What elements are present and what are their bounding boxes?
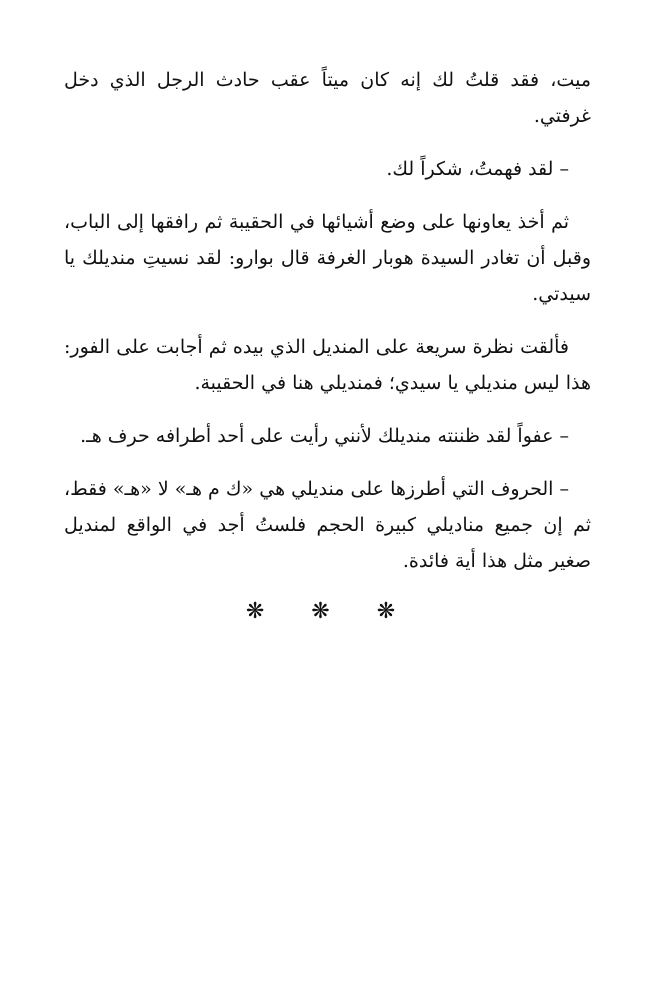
paragraph-6: – الحروف التي أطرزها على منديلي هي «ك م هـ» لا «هـ» فقط، ثم إن جميع مناديلي كبيرة الحجم فلستُ أجد في الواقع لمنديل صغير مثل هذا أية فائدة.	[64, 478, 591, 572]
paragraph-4: فألقت نظرة سريعة على المنديل الذي بيده ثم أجابت على الفور: هذا ليس منديلي يا سيدي؛ فمنديلي هنا في الحقيبة.	[64, 336, 591, 394]
paragraph-1: ميت، فقد قلتُ لك إنه كان ميتاً عقب حادث الرجل الذي دخل غرفتي.	[64, 69, 591, 127]
paragraph-3: ثم أخذ يعاونها على وضع أشيائها في الحقيبة ثم رافقها إلى الباب، وقبل أن تغادر السيدة هوبار الغرفة قال بوارو: لقد نسيتِ منديلك يا سيدتي.	[64, 211, 591, 305]
paragraph-5: – عفواً لقد ظننته منديلك لأنني رأيت على أحد أطرافه حرف هـ.	[80, 425, 569, 447]
asterism-star-icon: ❋	[245, 599, 279, 624]
asterism-star-icon: ❋	[311, 599, 344, 624]
section-separator	[64, 599, 591, 624]
paragraph-2: – لقد فهمتُ، شكراً لك.	[386, 158, 569, 180]
asterism-star-icon: ❋	[376, 599, 410, 624]
